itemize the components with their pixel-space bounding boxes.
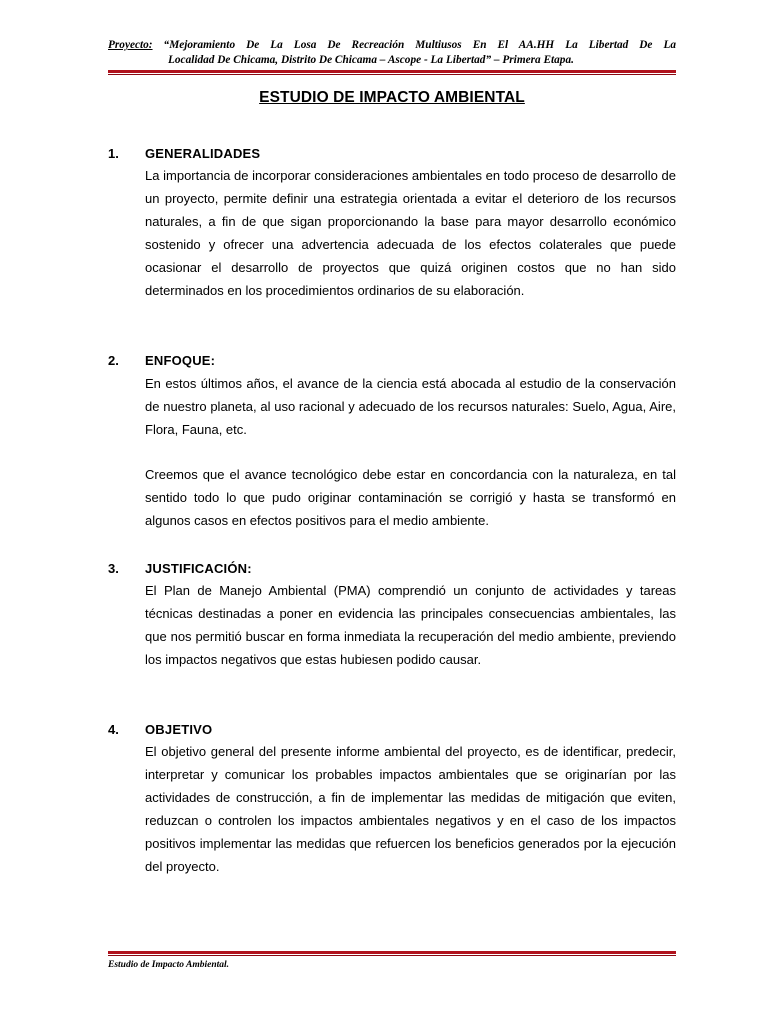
document-title: ESTUDIO DE IMPACTO AMBIENTAL [259,89,525,106]
section-heading: JUSTIFICACIÓN: [145,561,252,576]
header-rule [108,70,676,75]
section-number: 1. [108,146,119,161]
section-paragraph: La importancia de incorporar consideraciones ambientales en todo proceso de desarrollo de un proyecto, permite definir una estrategia orientada a evitar el deterioro de los recursos naturales, a fin de que sigan proporcionando la base para mayor desarrollo económico sostenido y ofrecer una advertencia adecuada de los efectos colaterales que puede ocasionar el desarrollo de proyectos que quizá originen costos que no han sido determinados en los procedimientos ordinarios de su elaboración. [145,168,676,298]
project-label: Proyecto: [108,39,153,51]
project-title-line-1: “Mejoramiento De La Losa De Recreación Multiusos En El AA.HH La Libertad De La [163,39,676,51]
section-paragraph: El objetivo general del presente informe ambiental del proyecto, es de identificar, predecir, interpretar y comunicar los probables impactos ambientales que se originarían por las actividades de construcción, a fin de implementar las medidas de mitigación que eviten, reduzcan o controlen los impactos ambientales negativos y en el caso de los impactos positivos implementar las medidas que refuercen los beneficios generados por la ejecución del proyecto. [145,744,676,874]
project-title-line-2: Localidad De Chicama, Distrito De Chicama – Ascope - La Libertad” – Primera Etapa. [168,54,574,66]
section-paragraph: El Plan de Manejo Ambiental (PMA) comprendió un conjunto de actividades y tareas técnicas destinadas a poner en evidencia las principales consecuencias ambientales, las que nos permitió buscar en forma inmediata la recuperación del medio ambiente, previendo los impactos negativos que estas hubiesen podido causar. [145,583,676,667]
section-number: 3. [108,561,119,576]
section-heading: ENFOQUE: [145,353,216,368]
section-number: 4. [108,722,119,737]
section-number: 2. [108,353,119,368]
section-heading: GENERALIDADES [145,146,261,161]
section-paragraph: En estos últimos años, el avance de la ciencia está abocada al estudio de la conservación de nuestro planeta, al uso racional y adecuado de los recursos naturales: Suelo, Agua, Aire, Flora, Fauna, etc. [145,376,676,437]
section-paragraph: Creemos que el avance tecnológico debe estar en concordancia con la naturaleza, en tal sentido todo lo que pudo originar contaminación se corrigió y hasta se transformó en algunos casos en efectos positivos para el medio ambiente. [145,467,676,528]
section-heading: OBJETIVO [145,722,213,737]
header-line-1 [108,38,676,53]
page-header [108,38,676,68]
page-footer: Estudio de Impacto Ambiental. [108,960,230,970]
footer-rule [108,951,676,956]
